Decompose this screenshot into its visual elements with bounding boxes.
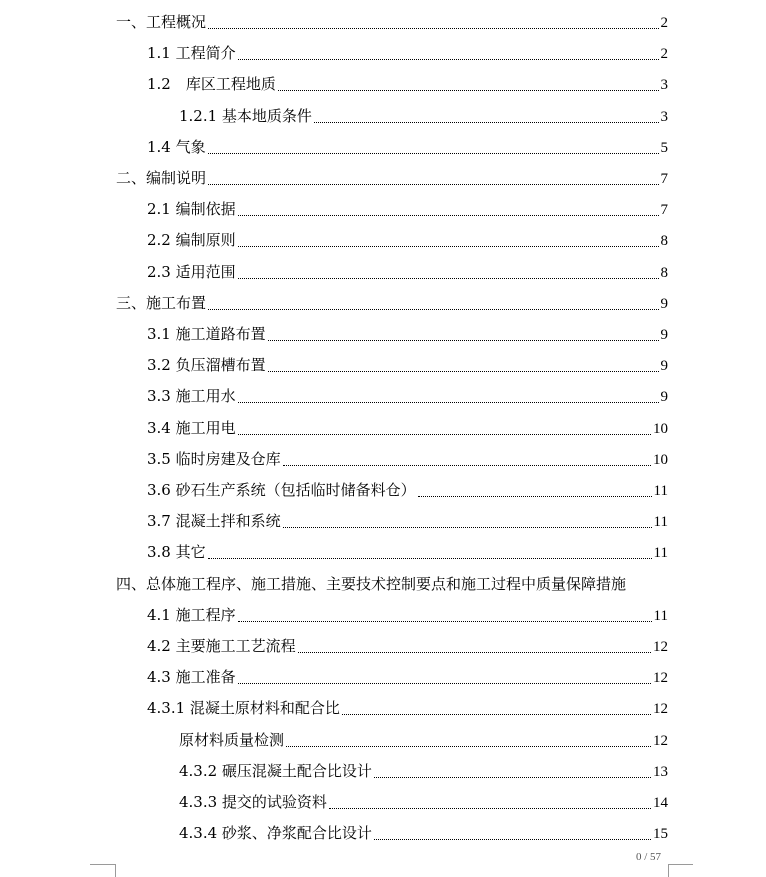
toc-entry-title: 4.3.3 提交的试验资料 bbox=[179, 793, 327, 811]
toc-entry-page: 5 bbox=[660, 140, 668, 156]
toc-entry-title: 二、编制说明 bbox=[116, 169, 207, 187]
toc-entry[interactable] bbox=[147, 480, 668, 501]
page-corner-mark-right-vertical bbox=[668, 864, 669, 877]
toc-entry-page: 3 bbox=[660, 77, 668, 93]
toc-entry-title: 3.3 施工用水 bbox=[147, 387, 236, 405]
toc-entry[interactable] bbox=[147, 262, 668, 283]
toc-entry-title: 3.2 负压溜槽布置 bbox=[147, 356, 266, 374]
toc-leader bbox=[238, 214, 659, 216]
toc-entry-page: 12 bbox=[653, 701, 668, 717]
page-corner-mark-left-vertical bbox=[115, 864, 116, 877]
toc-entry-title: 4.3.2 碾压混凝土配合比设计 bbox=[179, 762, 372, 780]
toc-entry[interactable] bbox=[179, 792, 668, 813]
toc-entry[interactable] bbox=[179, 761, 668, 782]
toc-leader bbox=[278, 89, 659, 91]
toc-entry-page: 2 bbox=[660, 15, 668, 31]
toc-leader bbox=[286, 745, 651, 747]
toc-leader bbox=[329, 807, 651, 809]
toc-entry-title: 3.5 临时房建及仓库 bbox=[147, 450, 281, 468]
toc-leader bbox=[418, 495, 652, 497]
toc-entry[interactable] bbox=[147, 43, 668, 64]
toc-entry-title: 三、施工布置 bbox=[116, 294, 207, 312]
toc-entry[interactable] bbox=[147, 199, 668, 220]
toc-entry-page: 7 bbox=[660, 171, 668, 187]
toc-leader bbox=[314, 121, 659, 123]
toc-leader bbox=[342, 713, 651, 715]
toc-entry-page: 9 bbox=[660, 327, 668, 343]
toc-entry-page: 10 bbox=[653, 421, 668, 437]
toc-entry-title: 4.3.1 混凝土原材料和配合比 bbox=[147, 699, 340, 717]
toc-entry[interactable] bbox=[116, 12, 668, 33]
toc-entry-title: 原材料质量检测 bbox=[179, 731, 285, 749]
toc-leader bbox=[238, 433, 651, 435]
toc-entry-title: 2.3 适用范围 bbox=[147, 263, 236, 281]
toc-entry[interactable] bbox=[116, 574, 668, 594]
toc-entry-title: 1.4 气象 bbox=[147, 138, 206, 156]
toc-entry-title: 3.8 其它 bbox=[147, 543, 206, 561]
toc-entry-page: 7 bbox=[660, 202, 668, 218]
toc-leader bbox=[298, 651, 651, 653]
toc-entry[interactable] bbox=[147, 418, 668, 439]
toc-leader bbox=[283, 464, 651, 466]
toc-leader bbox=[238, 682, 651, 684]
toc-entry-page: 9 bbox=[660, 389, 668, 405]
toc-entry-title: 3.1 施工道路布置 bbox=[147, 325, 266, 343]
toc-entry-title: 3.6 砂石生产系统（包括临时储备料仓） bbox=[147, 481, 416, 499]
toc-entry-title: 3.4 施工用电 bbox=[147, 419, 236, 437]
page-indicator: 0 / 57 bbox=[636, 851, 662, 863]
toc-leader bbox=[208, 557, 652, 559]
toc-entry-page: 3 bbox=[660, 109, 668, 125]
toc-entry[interactable] bbox=[147, 137, 668, 158]
page-corner-mark-right bbox=[668, 864, 693, 865]
toc-entry[interactable] bbox=[147, 324, 668, 345]
toc-entry-page: 11 bbox=[653, 514, 668, 530]
toc-entry[interactable] bbox=[147, 386, 668, 407]
toc-entry[interactable] bbox=[116, 168, 668, 189]
toc-entry-title: 4.2 主要施工工艺流程 bbox=[147, 637, 296, 655]
toc-entry-page: 11 bbox=[653, 608, 668, 624]
toc-entry-title: 2.1 编制依据 bbox=[147, 200, 236, 218]
toc-entry[interactable] bbox=[147, 605, 668, 626]
toc-entry[interactable] bbox=[179, 106, 668, 127]
toc-leader bbox=[238, 58, 659, 60]
toc-entry-title: 2.2 编制原则 bbox=[147, 231, 236, 249]
toc-entry[interactable] bbox=[179, 730, 668, 751]
toc-entry-page: 12 bbox=[653, 639, 668, 655]
toc-leader bbox=[238, 277, 659, 279]
toc-entry[interactable] bbox=[147, 355, 668, 376]
toc-entry-page: 8 bbox=[660, 265, 668, 281]
toc-entry[interactable] bbox=[147, 667, 668, 688]
page-corner-mark-left bbox=[90, 864, 115, 865]
toc-entry[interactable] bbox=[147, 636, 668, 657]
toc-entry-page: 11 bbox=[653, 483, 668, 499]
toc-entry[interactable] bbox=[147, 542, 668, 563]
toc-leader bbox=[374, 838, 651, 840]
toc-entry-title: 3.7 混凝土拌和系统 bbox=[147, 512, 281, 530]
toc-entry-page: 9 bbox=[660, 296, 668, 312]
toc-leader bbox=[238, 245, 659, 247]
toc-entry-page: 2 bbox=[660, 46, 668, 62]
toc-leader bbox=[374, 776, 651, 778]
toc-entry-page: 11 bbox=[653, 545, 668, 561]
toc-entry[interactable] bbox=[147, 74, 668, 95]
toc-entry[interactable] bbox=[147, 230, 668, 251]
toc-entry-title: 4.3 施工准备 bbox=[147, 668, 236, 686]
toc-entry[interactable] bbox=[116, 293, 668, 314]
toc-entry-page: 8 bbox=[660, 233, 668, 249]
toc-leader bbox=[268, 339, 659, 341]
toc-entry-page: 12 bbox=[653, 733, 668, 749]
toc-entry-page: 13 bbox=[653, 764, 668, 780]
toc-entry[interactable] bbox=[147, 511, 668, 532]
toc-leader bbox=[238, 620, 652, 622]
toc-leader bbox=[208, 152, 659, 154]
toc-entry-title: 一、工程概况 bbox=[116, 13, 207, 31]
toc-entry-page: 15 bbox=[653, 826, 668, 842]
toc-entry[interactable] bbox=[179, 823, 668, 844]
toc-leader bbox=[208, 183, 658, 185]
toc-entry-title: 4.1 施工程序 bbox=[147, 606, 236, 624]
toc-leader bbox=[283, 526, 652, 528]
toc-entry[interactable] bbox=[147, 449, 668, 470]
toc-entry-page: 14 bbox=[653, 795, 668, 811]
toc-entry-title: 1.2 库区工程地质 bbox=[147, 75, 276, 93]
toc-leader bbox=[268, 370, 659, 372]
toc-entry-title: 四、总体施工程序、施工措施、主要技术控制要点和施工过程中质量保障措施 bbox=[116, 575, 627, 593]
toc-entry-page: 9 bbox=[660, 358, 668, 374]
toc-leader bbox=[208, 27, 658, 29]
toc-entry-page: 10 bbox=[653, 452, 668, 468]
toc-entry-title: 4.3.4 砂浆、净浆配合比设计 bbox=[179, 824, 372, 842]
toc-entry-title: 1.1 工程简介 bbox=[147, 44, 236, 62]
toc-entry[interactable] bbox=[147, 698, 668, 719]
toc-entry-title: 1.2.1 基本地质条件 bbox=[179, 107, 312, 125]
toc-leader bbox=[208, 308, 658, 310]
toc-entry-page: 12 bbox=[653, 670, 668, 686]
toc-leader bbox=[238, 401, 659, 403]
